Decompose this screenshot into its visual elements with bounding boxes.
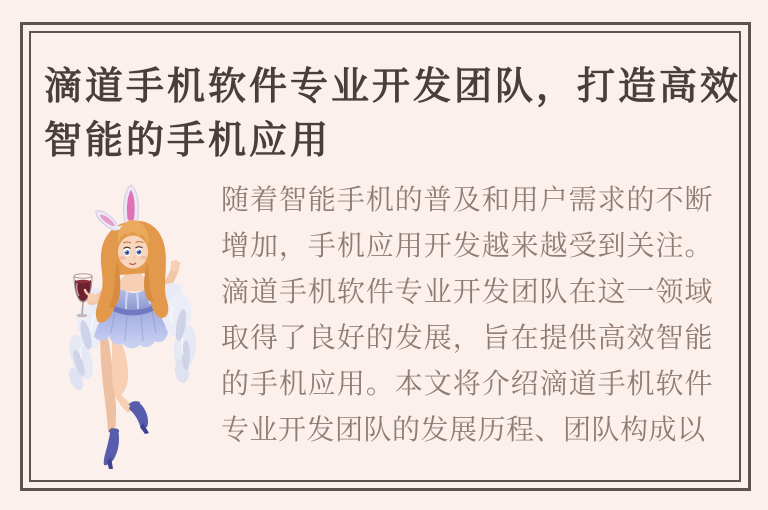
face	[118, 236, 148, 269]
title-line-2: 智能的手机应用	[44, 120, 332, 162]
title-line-1: 滴道手机软件专业开发团队，打造高效	[44, 66, 742, 108]
bunny-girl-svg	[55, 165, 220, 470]
article-title	[44, 60, 744, 168]
bunny-girl-illustration	[55, 165, 220, 470]
article-body: 随着智能手机的普及和用户需求的不断增加，手机应用开发越来越受到关注。滴道手机软件专业开发团队在这一领域取得了良好的发展，旨在提供高效智能的手机应用。本文将介绍滴道手机软件专业开发团队的发展历程、团队构成以	[221, 184, 713, 445]
